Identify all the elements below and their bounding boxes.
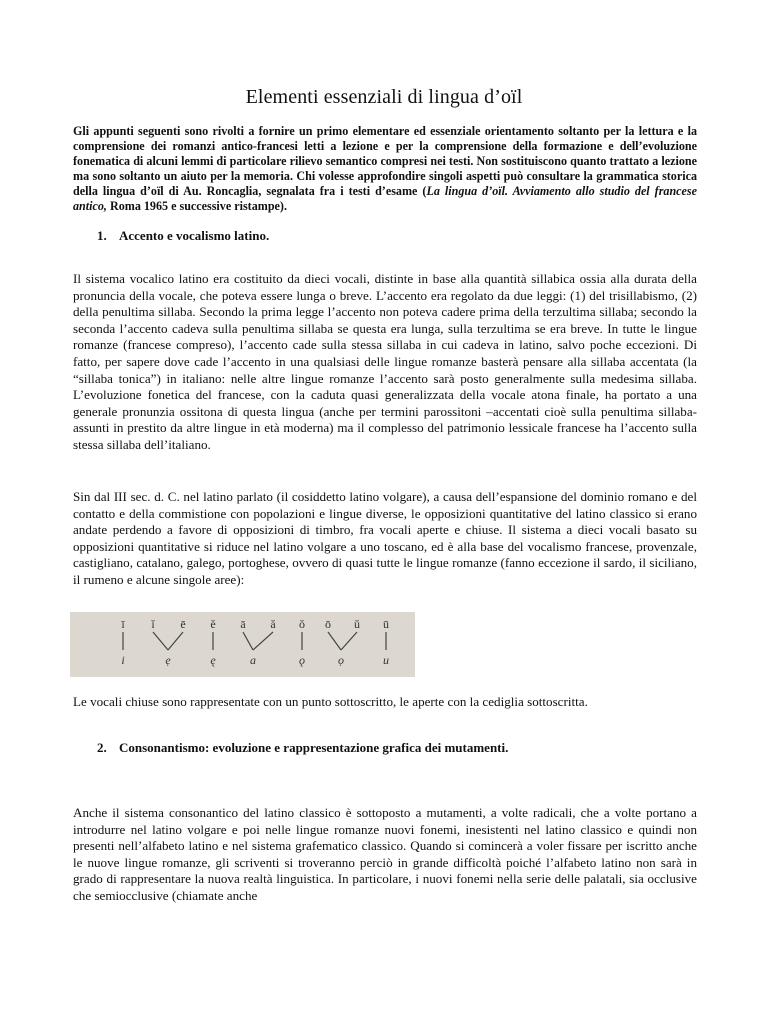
section-1-title: Accento e vocalismo latino. [119, 228, 270, 243]
abstract-paragraph [73, 124, 697, 213]
romance-vowel: ẹ [165, 653, 171, 667]
vowel-chart-figure [70, 612, 415, 677]
section-1-number: 1. [97, 228, 107, 243]
romance-vowel: ǫ [299, 653, 305, 667]
latin-vowel: ū [383, 617, 389, 631]
romance-vowel: ọ [338, 653, 344, 667]
vowel-connector-lines [123, 632, 386, 650]
section-1-paragraph-1: Il sistema vocalico latino era costituito da dieci vocali, distinte in base alla quantità sillabica ossia alla durata della pronuncia della vocale, che poteva essere lunga o breve. L’accento era regolato da due leggi: (1) del trisillabismo, (2) della penultima sillaba. Secondo la prima legge l’accento non poteva cadere prima della terzultima sillaba; secondo la seconda l’accento cadeva sulla penultima sillaba se questa era lunga, sulla terzultima se era breve. In tutte le lingue romanze (francese compreso), l’accento cade sulla stessa sillaba in cui cadeva in latino, salvo poche eccezioni. Di fatto, per sapere dove cade l’accento in una qualsiasi delle lingue romanze basterà pensare alla sillaba accentata (la “sillaba tonica”) in italiano: nelle altre lingue romanze l’accento sarà posto generalmente sulla medesima sillaba. L’evoluzione fonetica del francese, con la caduta quasi generalizzata della vocale atona finale, ha portato a una generale pronunzia ossitona di questa lingua (anche per termini parossitoni –accentati cioè sulla penultima sillaba-assunti in prestito da altre lingue in età moderna) ma il complesso del patrimonio lessicale francese ha l’accento sulla stessa sillaba dell’italiano. [73, 271, 697, 452]
abstract-text: Gli appunti seguenti sono rivolti a fornire un primo elementare ed essenziale orientamento soltanto per la lettura e la comprensione dei romanzi antico-francesi letti a lezione e per la comprensione della formazione e dell’evoluzione fonematica di alcuni lemmi di particolare rilievo semantico compresi nei testi. Non sostituiscono quanto trattato a lezione ma sono soltanto un aiuto per la memoria. Chi volesse approfondire singoli aspetti può consultare la grammatica storica della lingua d’oïl di Au. Roncaglia, segnalata fra i testi d’esame ( [73, 124, 697, 198]
latin-vowel: ŏ [299, 617, 305, 631]
latin-vowel: ĭ [151, 617, 155, 631]
section-1-paragraph-3: Le vocali chiuse sono rappresentate con un punto sottoscritto, le aperte con la cediglia sottoscritta. [73, 694, 588, 709]
latin-vowel: ĕ [210, 617, 216, 631]
section-1-heading [97, 228, 697, 244]
section-2-paragraph-1: Anche il sistema consonantico del latino classico è sottoposto a mutamenti, a volte radicali, che a volte portano a introdurre nel latino volgare e poi nelle lingue romanze nuovi fonemi, inesistenti nel latino classico e quindi non presenti nell’alfabeto latino e nel sistema grafematico classico. Quando si comincerà a voler fissare per iscritto anche le nuove lingue romanze, gli scriventi si troveranno perciò in grande difficoltà poiché l’alfabeto latino non sarà in grado di rappresentare la nuova realtà linguistica. In particolare, i nuovi fonemi nella serie delle palatali, sia occlusive che semiocclusive (chiamate anche [73, 805, 697, 903]
section-1-paragraph-2: Sin dal III sec. d. C. nel latino parlato (il cosiddetto latino volgare), a causa dell’espansione del dominio romano e del contatto e della commistione con popolazioni e lingue diverse, le opposizioni quantitative del latino classico si erano andate perdendo a favore di opposizioni di timbro, fra vocali aperte e chiuse. Il sistema a dieci vocali basato su opposizioni quantitative si riduce nel latino volgare a uno toscano, ed è alla base del vocalismo francese, provenzale, castigliano, catalano, galego, portoghese, ovvero di quasi tutte le lingue romanze (fanno eccezione il sardo, il siciliano, il rumeno e alcune singole aree): [73, 489, 697, 587]
latin-vowel: ē [180, 617, 186, 631]
section-2-heading [97, 740, 697, 756]
latin-vowel: ŭ [354, 617, 360, 631]
document-title: Elementi essenziali di lingua d’oïl [245, 86, 523, 108]
latin-vowel: ă [270, 617, 276, 631]
romance-vowel: ę [210, 653, 216, 667]
section-2-title: Consonantismo: evoluzione e rappresentazione grafica dei mutamenti. [119, 740, 509, 755]
abstract-tail: Roma 1965 e successive ristampe). [106, 198, 287, 213]
abstract-book-title: La lingua d’oïl. Avviamento allo studio del francese antico, [73, 183, 697, 213]
section-2-number: 2. [97, 740, 107, 755]
latin-vowel: ā [240, 617, 246, 631]
latin-vowel: ī [121, 617, 125, 631]
romance-vowel: i [121, 653, 125, 667]
romance-vowel: a [250, 653, 256, 667]
vowel-chart-svg [70, 612, 415, 677]
romance-vowel: u [383, 653, 389, 667]
latin-vowel: ō [325, 617, 331, 631]
